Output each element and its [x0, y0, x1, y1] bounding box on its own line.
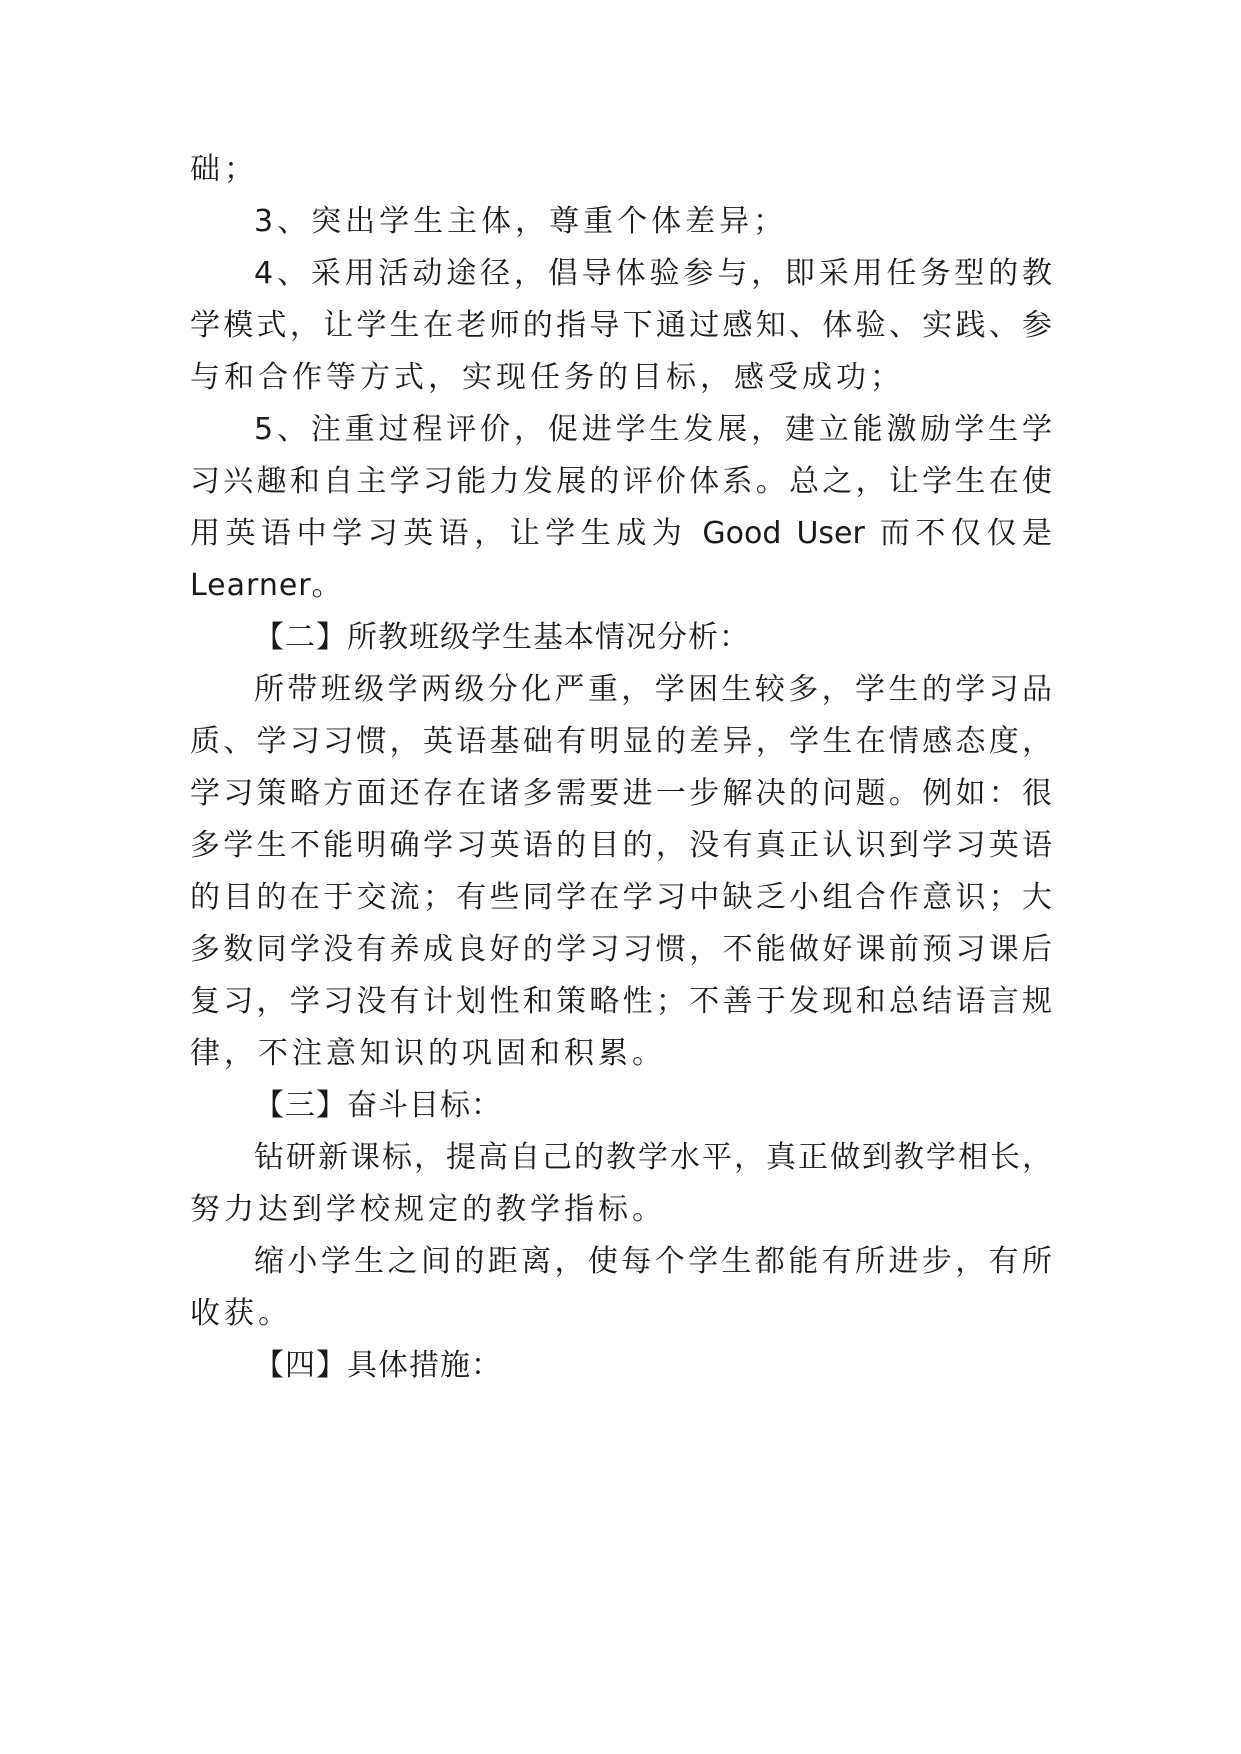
paragraph-line: 钻研新课标，提高自己的教学水平，真正做到教学相长，	[254, 1140, 1052, 1175]
paragraph-line: 多学生不能明确学习英语的目的，没有真正认识到学习英语	[190, 828, 1052, 863]
list-item-4: 4、采用活动途径，倡导体验参与，即采用任务型的教	[254, 256, 1052, 291]
paragraph-line: 质、学习习惯，英语基础有明显的差异，学生在情感态度，	[190, 724, 1052, 759]
paragraph-line: 的目的在于交流；有些同学在学习中缺乏小组合作意识；大	[190, 880, 1052, 915]
section-heading-2: 【二】所教班级学生基本情况分析：	[254, 620, 750, 655]
paragraph-line: 多数同学没有养成良好的学习习惯，不能做好课前预习课后	[190, 932, 1052, 967]
paragraph-line: 所带班级学两级分化严重，学困生较多，学生的学习品	[254, 672, 1052, 707]
list-item-3: 3、突出学生主体，尊重个体差异；	[254, 204, 788, 239]
paragraph-line: 努力达到学校规定的教学指标。	[190, 1192, 666, 1227]
text-line: 与和合作等方式，实现任务的目标，感受成功；	[190, 360, 904, 395]
paragraph-line: 学习策略方面还存在诸多需要进一步解决的问题。例如：很	[190, 776, 1052, 811]
paragraph-line: 缩小学生之间的距离，使每个学生都能有所进步，有所	[254, 1244, 1052, 1279]
section-heading-3: 【三】奋斗目标：	[254, 1088, 502, 1123]
list-item-5: 5、注重过程评价，促进学生发展，建立能激励学生学	[254, 412, 1052, 447]
text-line: Learner。	[190, 568, 343, 603]
text-line: 础；	[190, 152, 258, 187]
text-line: 学模式，让学生在老师的指导下通过感知、体验、实践、参	[190, 308, 1052, 343]
paragraph-line: 收获。	[190, 1296, 292, 1331]
paragraph-line: 复习，学习没有计划性和策略性；不善于发现和总结语言规	[190, 984, 1052, 1019]
text-line: 习兴趣和自主学习能力发展的评价体系。总之，让学生在使	[190, 464, 1052, 499]
paragraph-line: 律，不注意知识的巩固和积累。	[190, 1036, 666, 1071]
text-line: 用英语中学习英语，让学生成为 Good User 而不仅仅是	[190, 516, 1052, 551]
section-heading-4: 【四】具体措施：	[254, 1348, 502, 1383]
